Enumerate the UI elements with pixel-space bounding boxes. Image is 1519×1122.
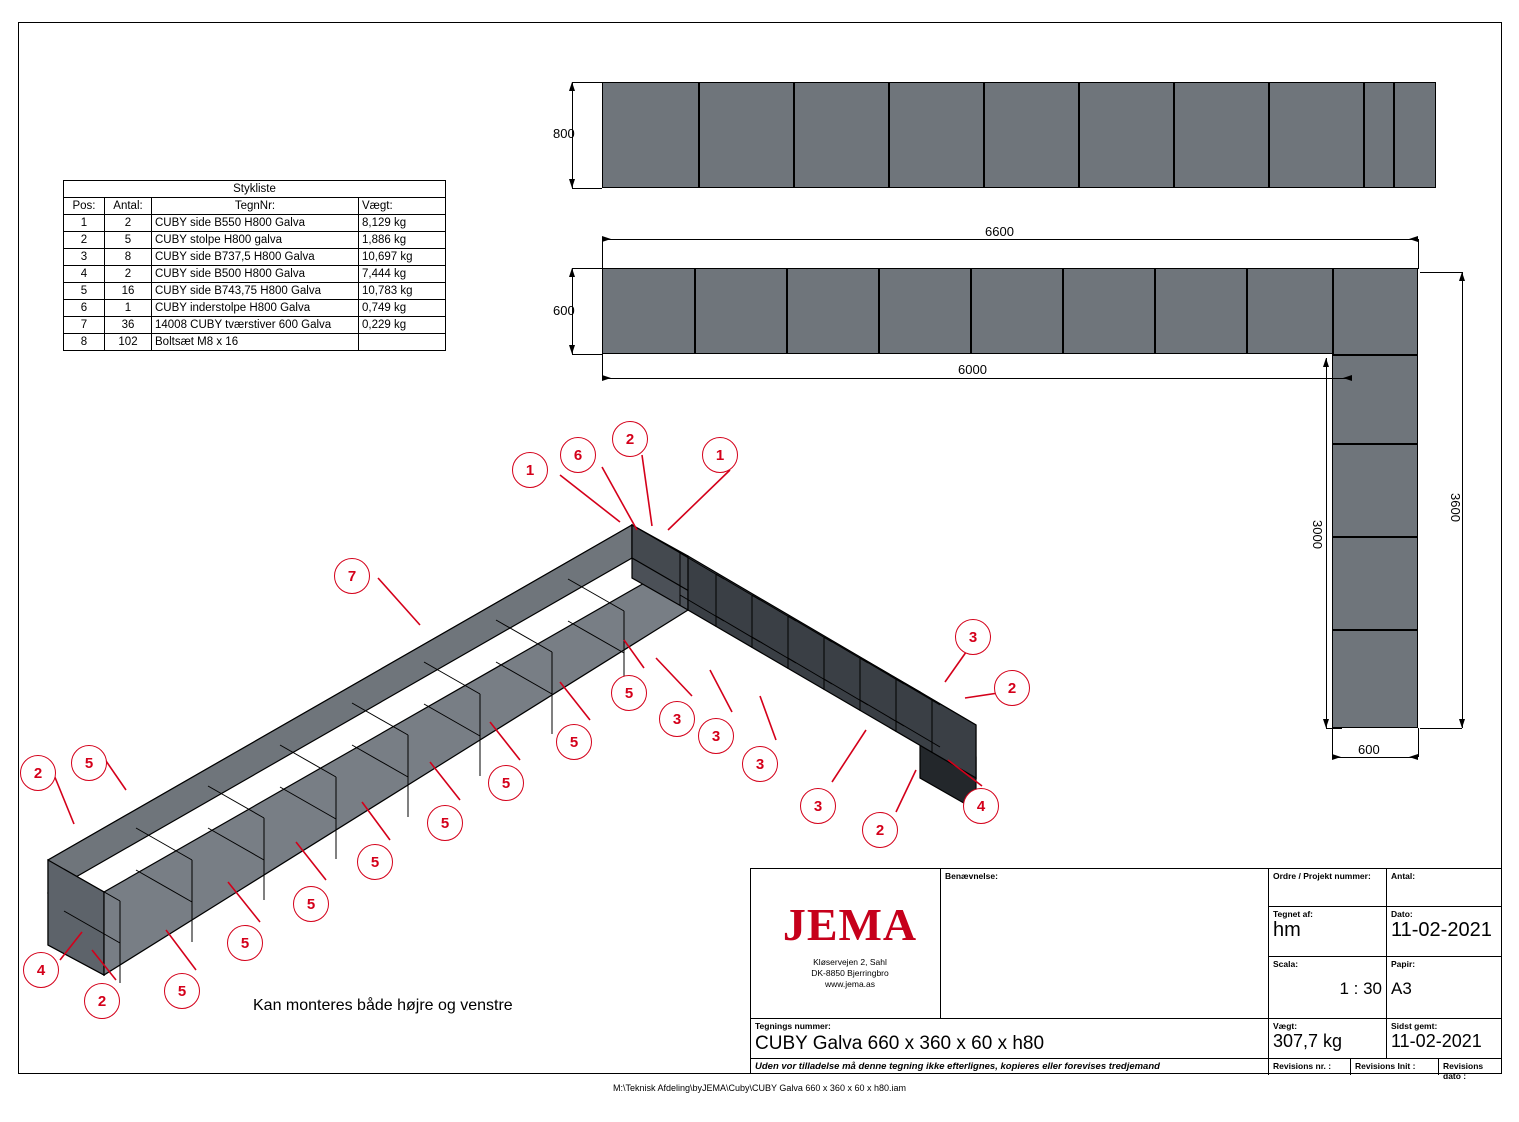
revisions-init-label: Revisions Init : (1355, 1061, 1416, 1071)
sidst-gemt-label: Sidst gemt: (1391, 1021, 1438, 1031)
dim-text-3600: 3600 (1448, 493, 1463, 522)
bom-cell-pos: 1 (64, 215, 105, 232)
bom-cell-pos: 8 (64, 334, 105, 351)
balloon-5-h: 5 (164, 973, 200, 1009)
revisions-dato-label: Revisions dato : (1443, 1061, 1484, 1081)
balloon-2-bottom-right: 2 (862, 812, 898, 848)
balloon-5-f: 5 (293, 886, 329, 922)
antal-label: Antal: (1391, 871, 1416, 881)
bom-cell-pos: 5 (64, 283, 105, 300)
balloon-3-b: 3 (659, 701, 695, 737)
balloon-2-left: 2 (20, 755, 56, 791)
dato-label: Dato: (1391, 909, 1413, 919)
bom-cell-antal: 102 (105, 334, 152, 351)
dim-text-600-leg: 600 (1358, 742, 1380, 757)
dim-text-6600: 6600 (985, 224, 1014, 239)
vagt-value: 307,7 kg (1273, 1031, 1343, 1051)
balloon-2-top: 2 (612, 421, 648, 457)
bill-of-materials-table (63, 180, 446, 351)
table-row (64, 266, 446, 283)
balloon-3-d: 3 (742, 746, 778, 782)
dim-line-3000 (1326, 358, 1327, 728)
balloon-6: 6 (560, 437, 596, 473)
dim-text-800: 800 (553, 126, 575, 141)
bom-cell-pos: 4 (64, 266, 105, 283)
bom-cell-vagt: 10,783 kg (359, 283, 446, 300)
scala-label: Scala: (1273, 959, 1299, 969)
bom-cell-pos: 6 (64, 300, 105, 317)
bom-title-row (64, 181, 446, 198)
table-row (64, 317, 446, 334)
balloon-3-c: 3 (698, 718, 734, 754)
benaevnelse-label: Benævnelse: (945, 871, 998, 881)
balloon-5-i: 5 (71, 745, 107, 781)
table-row (64, 249, 446, 266)
file-path-footer: M:\Teknisk Afdeling\byJEMA\Cuby\CUBY Galva 660 x 360 x 60 x h80.iam (613, 1083, 906, 1093)
balloon-5-c: 5 (488, 765, 524, 801)
balloon-5-e: 5 (357, 844, 393, 880)
bom-cell-vagt: 7,444 kg (359, 266, 446, 283)
address-line-2: DK-8850 Bjerringbro (811, 967, 889, 978)
bom-cell-tegnnr: CUBY side B743,75 H800 Galva (152, 283, 359, 300)
table-row (64, 334, 446, 351)
tegnings-nummer-value: CUBY Galva 660 x 360 x 60 x h80 (755, 1033, 1045, 1054)
bom-header-row (64, 198, 446, 215)
bom-cell-antal: 8 (105, 249, 152, 266)
bom-cell-pos: 7 (64, 317, 105, 334)
bom-cell-vagt: 0,749 kg (359, 300, 446, 317)
balloon-4-left: 4 (23, 952, 59, 988)
ordre-label: Ordre / Projekt nummer: (1273, 871, 1371, 881)
bom-cell-tegnnr: 14008 CUBY tværstiver 600 Galva (152, 317, 359, 334)
bom-header-antal: Antal: (105, 198, 152, 215)
bom-cell-vagt: 10,697 kg (359, 249, 446, 266)
balloon-2-right: 2 (994, 670, 1030, 706)
papir-label: Papir: (1391, 959, 1416, 969)
tegnet-af-value: hm (1273, 919, 1301, 941)
address-line-3: www.jema.as (824, 978, 876, 989)
elevation-view (602, 82, 1436, 188)
balloon-2-bottom-left: 2 (84, 983, 120, 1019)
disclaimer-text: Uden vor tilladelse må denne tegning ikke efterlignes, kopieres eller forevises tredjemand (755, 1061, 1160, 1072)
bom-header-vagt: Vægt: (359, 198, 446, 215)
logo-wordmark: JEMA (782, 898, 918, 950)
dim-line-6000 (602, 378, 1352, 379)
bom-cell-tegnnr: CUBY side B500 H800 Galva (152, 266, 359, 283)
dim-line-6600 (602, 239, 1418, 240)
balloon-4-right: 4 (963, 788, 999, 824)
balloon-3-e: 3 (800, 788, 836, 824)
bom-cell-vagt: 8,129 kg (359, 215, 446, 232)
table-row (64, 300, 446, 317)
balloon-5-a: 5 (611, 675, 647, 711)
balloon-5-b: 5 (556, 724, 592, 760)
bom-cell-tegnnr: CUBY side B737,5 H800 Galva (152, 249, 359, 266)
bom-cell-antal: 5 (105, 232, 152, 249)
dato-value: 11-02-2021 (1391, 919, 1492, 941)
balloon-1-right: 1 (702, 437, 738, 473)
balloon-3-a: 3 (955, 619, 991, 655)
bom-cell-pos: 3 (64, 249, 105, 266)
dim-text-600-depth: 600 (553, 303, 575, 318)
bom-cell-tegnnr: CUBY inderstolpe H800 Galva (152, 300, 359, 317)
table-row (64, 232, 446, 249)
bom-cell-vagt: 1,886 kg (359, 232, 446, 249)
jema-logo (755, 870, 945, 1020)
dim-text-3000: 3000 (1310, 520, 1325, 549)
dim-line-600-leg (1332, 757, 1418, 758)
balloon-1-left: 1 (512, 452, 548, 488)
balloon-5-d: 5 (427, 805, 463, 841)
tegnings-nummer-label: Tegnings nummer: (755, 1021, 831, 1031)
dim-text-6000: 6000 (958, 362, 987, 377)
bom-cell-antal: 2 (105, 215, 152, 232)
assembly-note: Kan monteres både højre og venstre (253, 997, 513, 1014)
balloon-5-g: 5 (227, 925, 263, 961)
bom-cell-antal: 36 (105, 317, 152, 334)
bom-cell-tegnnr: Boltsæt M8 x 16 (152, 334, 359, 351)
balloon-7: 7 (334, 558, 370, 594)
table-row (64, 215, 446, 232)
papir-value: A3 (1391, 979, 1412, 998)
sidst-gemt-value: 11-02-2021 (1391, 1031, 1482, 1051)
bom-title: Stykliste (64, 181, 446, 198)
revisions-nr-label: Revisions nr. : (1273, 1061, 1332, 1071)
bom-header-tegnnr: TegnNr: (152, 198, 359, 215)
bom-cell-antal: 2 (105, 266, 152, 283)
vagt-label: Vægt: (1273, 1021, 1298, 1031)
bom-cell-vagt: 0,229 kg (359, 317, 446, 334)
bom-cell-antal: 1 (105, 300, 152, 317)
bom-cell-vagt (359, 334, 446, 351)
scala-value: 1 : 30 (1339, 979, 1382, 998)
bom-cell-pos: 2 (64, 232, 105, 249)
bom-cell-antal: 16 (105, 283, 152, 300)
bom-header-pos: Pos: (64, 198, 105, 215)
tegnet-af-label: Tegnet af: (1273, 909, 1313, 919)
bom-cell-tegnnr: CUBY stolpe H800 galva (152, 232, 359, 249)
table-row (64, 283, 446, 300)
bom-cell-tegnnr: CUBY side B550 H800 Galva (152, 215, 359, 232)
address-line-1: Kløservejen 2, Sahl (813, 956, 887, 967)
